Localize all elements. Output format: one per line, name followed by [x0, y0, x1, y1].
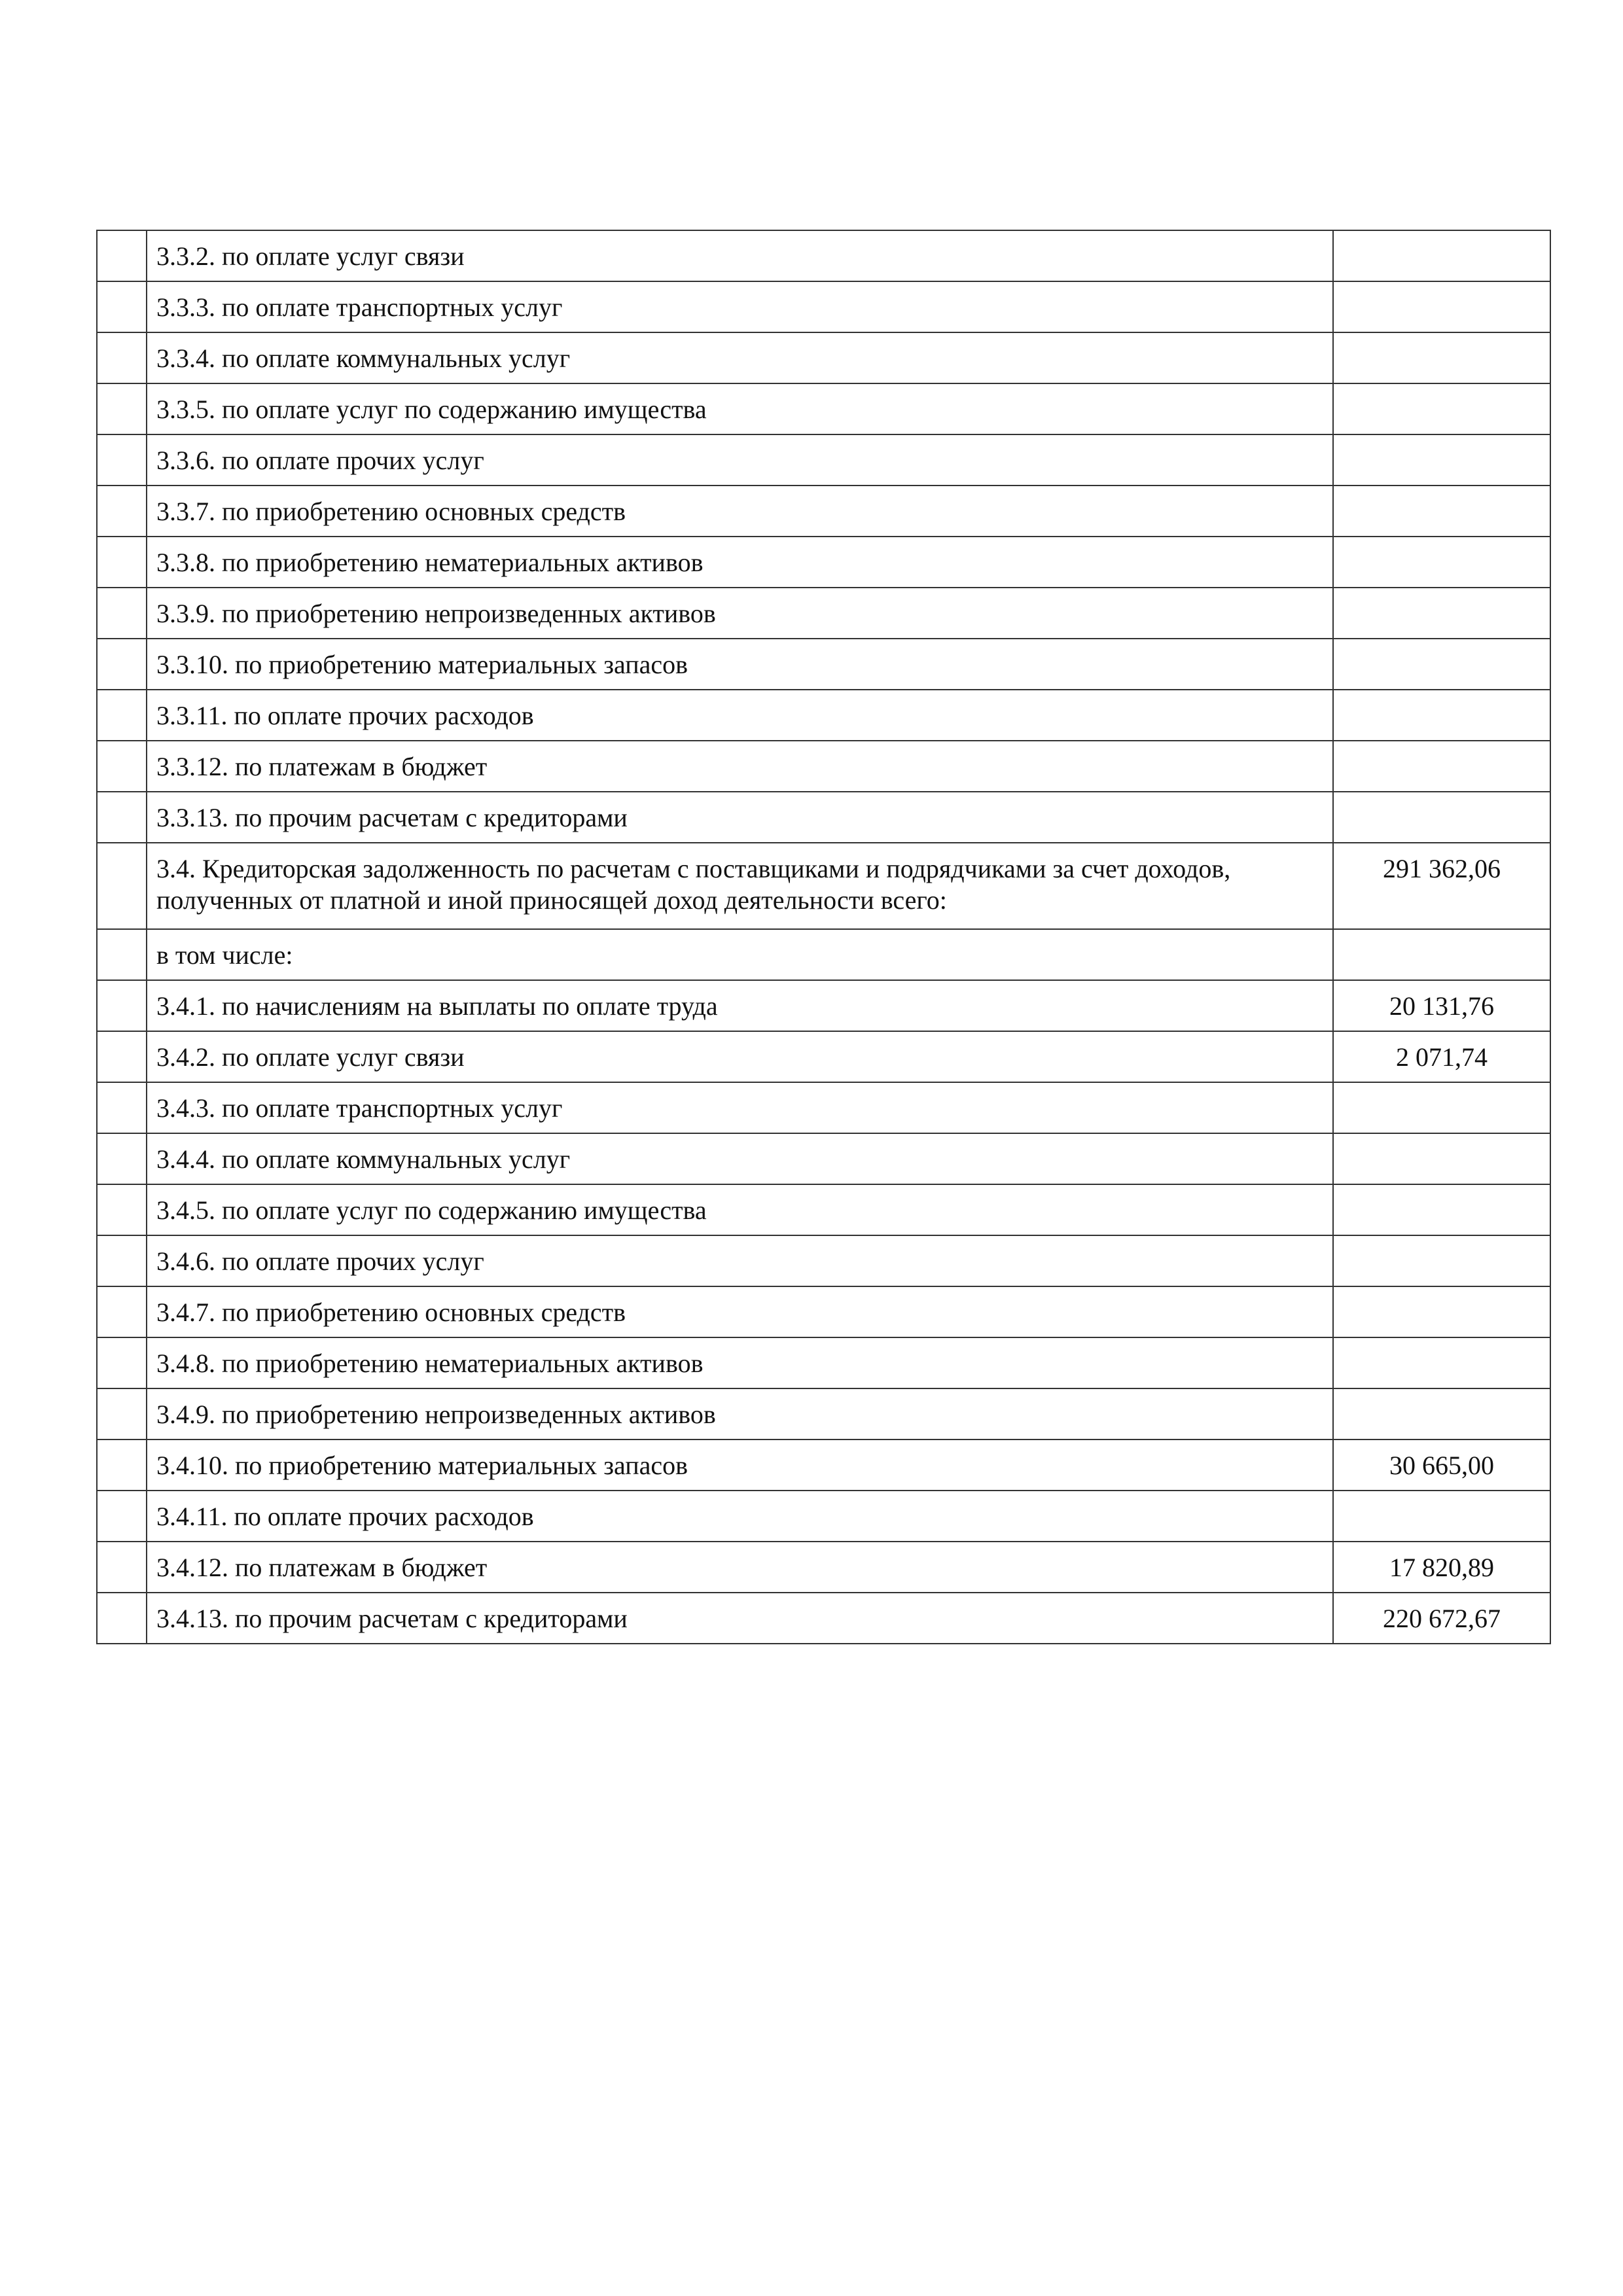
table-row	[97, 1337, 1550, 1388]
table-row	[97, 1133, 1550, 1184]
row-number-cell	[97, 1388, 147, 1439]
row-number-cell	[97, 1133, 147, 1184]
row-label: 3.4.1. по начислениям на выплаты по оплате труда	[147, 980, 1333, 1031]
row-number-cell	[97, 332, 147, 383]
row-amount	[1333, 929, 1550, 980]
row-amount: 220 672,67	[1333, 1593, 1550, 1644]
row-amount	[1333, 434, 1550, 486]
table-row	[97, 1235, 1550, 1286]
row-amount	[1333, 1235, 1550, 1286]
row-label: 3.3.11. по оплате прочих расходов	[147, 690, 1333, 741]
row-label: 3.3.5. по оплате услуг по содержанию имущества	[147, 383, 1333, 434]
table-row	[97, 1082, 1550, 1133]
table-row	[97, 1388, 1550, 1439]
table-row	[97, 741, 1550, 792]
row-label: 3.3.9. по приобретению непроизведенных активов	[147, 588, 1333, 639]
table-row	[97, 230, 1550, 281]
row-amount	[1333, 1082, 1550, 1133]
row-label: 3.4.6. по оплате прочих услуг	[147, 1235, 1333, 1286]
table-row	[97, 588, 1550, 639]
table-row	[97, 1184, 1550, 1235]
row-number-cell	[97, 1439, 147, 1491]
row-number-cell	[97, 588, 147, 639]
row-label: 3.4.3. по оплате транспортных услуг	[147, 1082, 1333, 1133]
row-number-cell	[97, 1286, 147, 1337]
row-label: 3.3.13. по прочим расчетам с кредиторами	[147, 792, 1333, 843]
row-label: в том числе:	[147, 929, 1333, 980]
row-number-cell	[97, 1491, 147, 1542]
row-number-cell	[97, 486, 147, 537]
table-row	[97, 434, 1550, 486]
row-amount	[1333, 588, 1550, 639]
table-row	[97, 1593, 1550, 1644]
table-row	[97, 792, 1550, 843]
row-amount	[1333, 1133, 1550, 1184]
row-label: 3.4.13. по прочим расчетам с кредиторами	[147, 1593, 1333, 1644]
row-label: 3.4.4. по оплате коммунальных услуг	[147, 1133, 1333, 1184]
row-amount	[1333, 1337, 1550, 1388]
row-number-cell	[97, 741, 147, 792]
row-label: 3.3.7. по приобретению основных средств	[147, 486, 1333, 537]
table-row	[97, 1439, 1550, 1491]
row-label: 3.4.7. по приобретению основных средств	[147, 1286, 1333, 1337]
row-label: 3.4.10. по приобретению материальных запасов	[147, 1439, 1333, 1491]
row-number-cell	[97, 929, 147, 980]
row-number-cell	[97, 980, 147, 1031]
row-number-cell	[97, 1184, 147, 1235]
table-row	[97, 1031, 1550, 1082]
table-row	[97, 281, 1550, 332]
table-row	[97, 1491, 1550, 1542]
table-row	[97, 332, 1550, 383]
row-number-cell	[97, 690, 147, 741]
row-number-cell	[97, 1235, 147, 1286]
row-number-cell	[97, 383, 147, 434]
row-amount	[1333, 537, 1550, 588]
table-row	[97, 486, 1550, 537]
row-label: 3.4.5. по оплате услуг по содержанию имущества	[147, 1184, 1333, 1235]
row-amount	[1333, 230, 1550, 281]
row-amount: 20 131,76	[1333, 980, 1550, 1031]
payables-table	[96, 230, 1551, 1644]
table-row	[97, 383, 1550, 434]
row-amount	[1333, 741, 1550, 792]
row-amount	[1333, 639, 1550, 690]
row-label: 3.3.6. по оплате прочих услуг	[147, 434, 1333, 486]
row-label: 3.3.4. по оплате коммунальных услуг	[147, 332, 1333, 383]
row-amount	[1333, 486, 1550, 537]
row-label: 3.3.3. по оплате транспортных услуг	[147, 281, 1333, 332]
row-number-cell	[97, 230, 147, 281]
row-number-cell	[97, 1337, 147, 1388]
row-amount: 30 665,00	[1333, 1439, 1550, 1491]
table-row-total	[97, 843, 1550, 929]
row-label: 3.4.11. по оплате прочих расходов	[147, 1491, 1333, 1542]
row-amount	[1333, 383, 1550, 434]
row-number-cell	[97, 639, 147, 690]
row-label: 3.4.2. по оплате услуг связи	[147, 1031, 1333, 1082]
row-label: 3.3.8. по приобретению нематериальных активов	[147, 537, 1333, 588]
row-label: 3.3.12. по платежам в бюджет	[147, 741, 1333, 792]
row-number-cell	[97, 792, 147, 843]
table-row	[97, 537, 1550, 588]
row-amount: 17 820,89	[1333, 1542, 1550, 1593]
row-amount	[1333, 1184, 1550, 1235]
row-number-cell	[97, 1031, 147, 1082]
row-amount	[1333, 281, 1550, 332]
row-number-cell	[97, 843, 147, 929]
payables-table-body	[97, 230, 1550, 1644]
row-label: 3.4.8. по приобретению нематериальных активов	[147, 1337, 1333, 1388]
row-label: 3.4.9. по приобретению непроизведенных активов	[147, 1388, 1333, 1439]
row-label: 3.3.10. по приобретению материальных запасов	[147, 639, 1333, 690]
row-amount	[1333, 1286, 1550, 1337]
row-number-cell	[97, 1082, 147, 1133]
row-label: 3.4.12. по платежам в бюджет	[147, 1542, 1333, 1593]
row-amount	[1333, 1491, 1550, 1542]
table-row	[97, 929, 1550, 980]
row-label: 3.3.2. по оплате услуг связи	[147, 230, 1333, 281]
row-amount	[1333, 792, 1550, 843]
row-amount	[1333, 332, 1550, 383]
row-number-cell	[97, 1542, 147, 1593]
row-number-cell	[97, 537, 147, 588]
table-row	[97, 980, 1550, 1031]
table-row	[97, 639, 1550, 690]
row-amount: 2 071,74	[1333, 1031, 1550, 1082]
row-number-cell	[97, 281, 147, 332]
row-amount: 291 362,06	[1333, 843, 1550, 929]
row-number-cell	[97, 434, 147, 486]
row-amount	[1333, 1388, 1550, 1439]
row-amount	[1333, 690, 1550, 741]
table-row	[97, 1542, 1550, 1593]
row-number-cell	[97, 1593, 147, 1644]
table-row	[97, 1286, 1550, 1337]
table-row	[97, 690, 1550, 741]
row-label: 3.4. Кредиторская задолженность по расчетам с поставщиками и подрядчиками за счет доходов, полученных от платной и иной приносящей доход деятельности всего:	[147, 843, 1333, 929]
